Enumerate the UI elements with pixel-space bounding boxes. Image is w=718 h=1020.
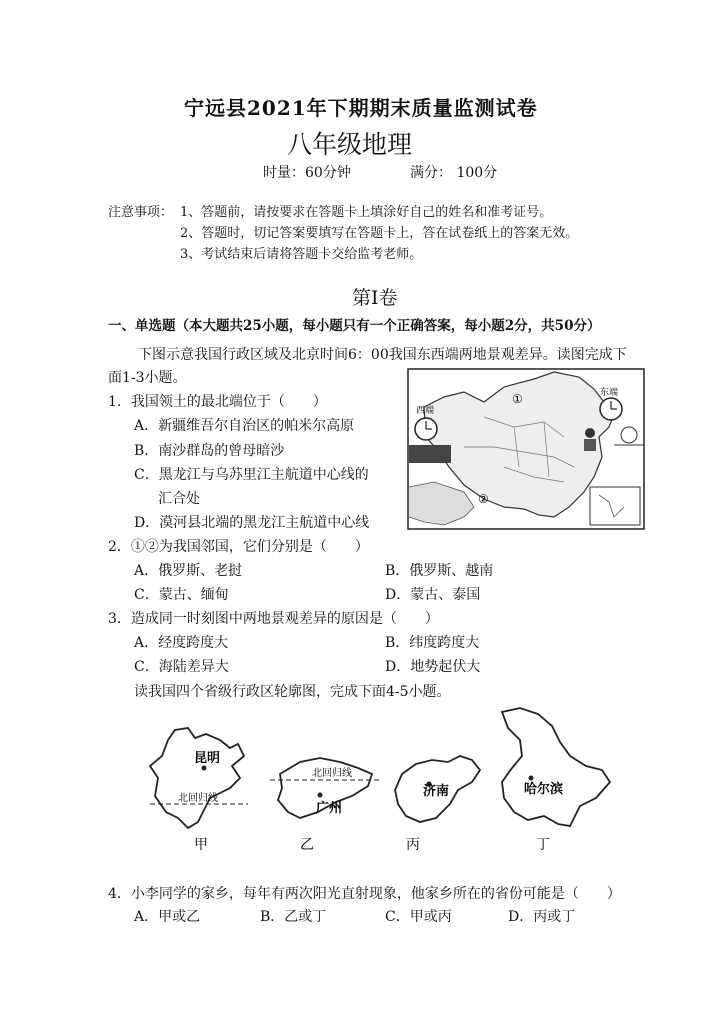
province-yi-city: 广州 xyxy=(316,801,343,816)
map1-label-circle2: ② xyxy=(478,492,489,506)
province-ding-outline xyxy=(502,708,610,826)
province-outlines-figure xyxy=(140,700,620,860)
intro1-line1: 下图示意我国行政区域及北京时间6：00我国东西端两地景观差异。读图完成下 xyxy=(138,347,627,363)
exam-subtitle: 八年级地理 xyxy=(287,130,413,159)
q1-option-b[interactable]: B．南沙群岛的曾母暗沙 xyxy=(134,443,285,459)
province-jia-tropic: 北回归线 xyxy=(178,793,218,804)
notes-item-3: 3、考试结束后请将答题卡交给监考老师。 xyxy=(180,247,423,262)
exam-score: 满分： 100分 xyxy=(410,165,498,181)
q1-option-a[interactable]: A．新疆维吾尔自治区的帕米尔高原 xyxy=(134,418,355,434)
province-jia-label: 甲 xyxy=(194,837,208,853)
question-type-heading: 一、单选题（本大题共25小题，每小题只有一个正确答案，每小题2分，共50分） xyxy=(108,318,601,334)
q2-option-a[interactable]: A．俄罗斯、老挝 xyxy=(134,563,243,579)
exam-time: 时量：60分钟 xyxy=(263,165,351,181)
map1-label-east: 东端 xyxy=(600,388,619,398)
q4-option-d[interactable]: D．丙或丁 xyxy=(508,909,576,925)
q3-option-a[interactable]: A．经度跨度大 xyxy=(134,635,229,651)
province-ding-label: 丁 xyxy=(536,837,550,853)
q3-option-c[interactable]: C．海陆差异大 xyxy=(134,659,229,675)
map1-label-west: 西端 xyxy=(416,406,435,416)
q1-option-d[interactable]: D．漠河县北端的黑龙江主航道中心线 xyxy=(134,515,370,531)
q3-option-b[interactable]: B．纬度跨度大 xyxy=(385,635,480,651)
q4-stem: 4．小李同学的家乡，每年有两次阳光直射现象，他家乡所在的省份可能是（ ） xyxy=(108,886,621,902)
province-yi-tropic: 北回归线 xyxy=(312,768,352,779)
q3-stem: 3．造成同一时刻图中两地景观差异的原因是（ ） xyxy=(108,611,439,627)
province-jia-outline xyxy=(150,728,244,828)
notes-label: 注意事项： xyxy=(108,205,174,220)
map1-label-circle1: ① xyxy=(512,392,523,406)
province-bing-city: 济南 xyxy=(423,784,450,799)
province-jia-city: 昆明 xyxy=(194,751,221,766)
q2-option-d[interactable]: D．蒙古、泰国 xyxy=(385,587,481,603)
q4-option-a[interactable]: A．甲或乙 xyxy=(134,909,201,925)
q2-option-b[interactable]: B．俄罗斯、越南 xyxy=(385,563,494,579)
province-yi-label: 乙 xyxy=(300,837,314,853)
q2-option-c[interactable]: C．蒙古、缅甸 xyxy=(134,587,229,603)
q3-option-d[interactable]: D．地势起伏大 xyxy=(385,659,481,675)
q1-option-c[interactable]: C．黑龙江与乌苏里江主航道中心线的 xyxy=(134,467,369,483)
q1-stem: 1．我国领土的最北端位于（ ） xyxy=(108,394,327,410)
section-title: 第Ⅰ卷 xyxy=(352,287,398,309)
q2-stem: 2．①②为我国邻国，它们分别是（ ） xyxy=(108,539,369,555)
province-ding-city: 哈尔滨 xyxy=(524,782,564,797)
notes-item-1: 1、答题前，请按要求在答题卡上填涂好自己的姓名和准考证号。 xyxy=(180,205,553,220)
q4-option-c[interactable]: C．甲或丙 xyxy=(385,909,452,925)
exam-title: 宁远县2021年下期期末质量监测试卷 xyxy=(184,96,538,120)
q1-option-c-cont: 汇合处 xyxy=(158,491,200,507)
intro2: 读我国四个省级行政区轮廓图，完成下面4-5小题。 xyxy=(134,684,451,700)
intro1-line2: 面1-3小题。 xyxy=(108,370,187,386)
notes-item-2: 2、答题时，切记答案要填写在答题卡上，答在试卷纸上的答案无效。 xyxy=(180,226,579,241)
province-bing-label: 丙 xyxy=(406,837,420,853)
china-map-figure xyxy=(404,367,648,532)
q4-option-b[interactable]: B．乙或丁 xyxy=(260,909,327,925)
